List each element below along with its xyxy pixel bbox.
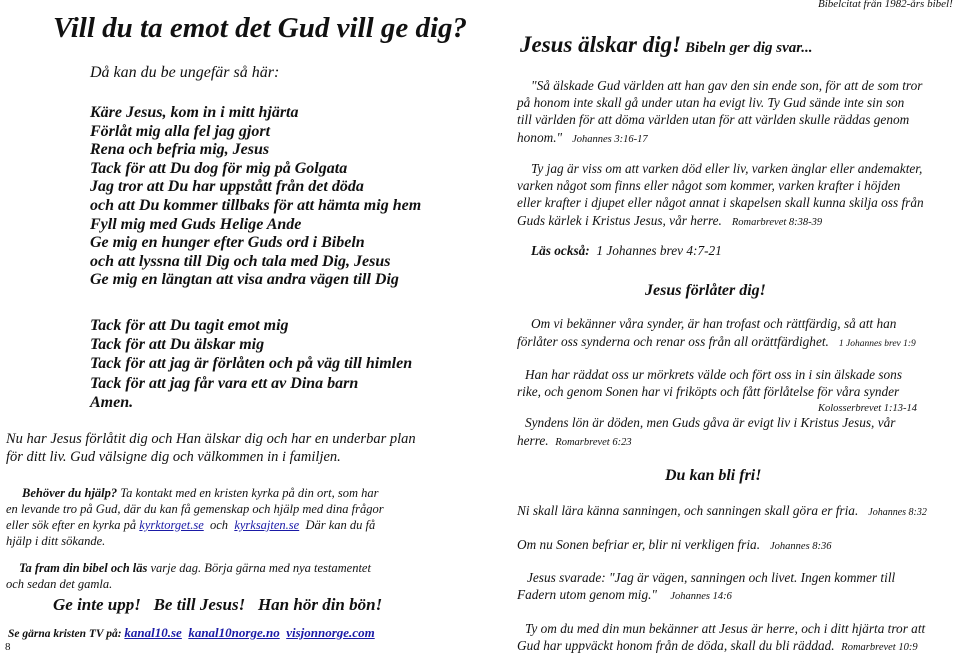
visjonnorge-link[interactable]: visjonnorge.com <box>286 625 375 640</box>
quote-line: på honom inte skall gå under utan ha evigt liv. Ty Gud sände inte sin son <box>517 95 905 111</box>
john836-text: Om nu Sonen befriar er, blir ni verkligen fria. <box>517 537 761 552</box>
quote-line: Ty jag är viss om att varken död eller liv, varken änglar eller andemakter, <box>531 161 923 176</box>
bible-label: Ta fram din bibel och läs <box>19 561 148 575</box>
bible-line-2: och sedan det gamla. <box>6 577 113 591</box>
ref-john-3-16: Johannes 3:16-17 <box>572 133 648 145</box>
tv-line <box>8 625 375 641</box>
quote-line <box>517 129 922 148</box>
ref-john-8-32: Johannes 8:32 <box>868 507 927 518</box>
ref-john-14-6: Johannes 14:6 <box>670 591 732 602</box>
tv-label: Se gärna kristen TV på: <box>8 628 125 640</box>
rom109-line-1: Ty om du med din mun bekänner att Jesus är herre, och i ditt hjärta tror att <box>525 621 926 636</box>
help-line-1 <box>22 486 378 501</box>
prayer-line: Rena och befria mig, Jesus <box>90 141 270 159</box>
ref-colossians: Kolosserbrevet 1:13-14 <box>818 403 918 414</box>
heading-free: Du kan bli fri! <box>665 467 762 484</box>
john832-line <box>517 503 927 519</box>
prayer-line: Tack för att jag får vara ett av Dina barn <box>90 374 359 392</box>
quote-line: "Så älskade Gud världen att han gav den sin ende son, för att de som tror <box>531 78 923 93</box>
prayer-line: Käre Jesus, kom in i mitt hjärta <box>90 104 299 121</box>
citation-note: Bibelcitat från 1982-års bibel! <box>818 0 953 10</box>
thanks-block <box>90 316 412 412</box>
prayer-line: Tack för att jag är förlåten och på väg till himlen <box>90 355 413 373</box>
ref-romans-8-38: Romarbrevet 8:38-39 <box>731 216 823 228</box>
quote-line: varken något som finns eller något som kommer, varken krafter i höjden <box>517 178 901 194</box>
forgiven-line-2: för ditt liv. Gud välsigne dig och välkommen in i familjen. <box>6 449 341 465</box>
rom109-line-2 <box>517 638 918 654</box>
help-line-3 <box>6 518 375 533</box>
ref-romans-10-9: Romarbrevet 10:9 <box>841 642 918 653</box>
col113-line-1: Han har räddat oss ur mörkrets välde och fört oss in i sin älskade sons <box>525 367 902 382</box>
kanal10norge-link[interactable]: kanal10norge.no <box>188 625 280 640</box>
slogan: Ge inte upp! Be till Jesus! Han hör din bön! <box>53 595 383 614</box>
rom109-text: Gud har uppväckt honom från de döda, skall du bli räddad. <box>517 638 835 653</box>
romans-8-38-quote <box>517 160 924 231</box>
prayer-line: Amen. <box>90 393 134 411</box>
john836-line <box>517 537 832 553</box>
ref-john-8-36: Johannes 8:36 <box>770 541 832 552</box>
kyrktorget-link[interactable]: kyrktorget.se <box>139 518 204 532</box>
rom623-line-2 <box>517 433 632 449</box>
kyrksajten-link[interactable]: kyrksajten.se <box>234 518 300 532</box>
heading-forgives: Jesus förlåter dig! <box>645 282 766 299</box>
prayer-block <box>90 104 421 290</box>
prayer-line: Tack för att Du dog för mig på Golgata <box>90 159 348 177</box>
help-text-3: eller sök efter en kyrka på <box>6 518 140 532</box>
quote-line: eller krafter i djupet eller något annat i skapelsen skall kunna skilja oss från <box>517 195 924 211</box>
prayer-line: Ge mig en längtan att visa andra vägen till Dig <box>90 271 399 289</box>
kanal10-link[interactable]: kanal10.se <box>124 625 182 640</box>
john-3-16-quote <box>517 77 922 148</box>
heading-sub: Bibeln ger dig svar... <box>685 40 813 56</box>
bible-line-1 <box>19 561 371 576</box>
prayer-line: Förlåt mig alla fel jag gjort <box>90 122 271 140</box>
john146-line-1: Jesus svarade: "Jag är vägen, sanningen och livet. Ingen kommer till <box>527 570 896 585</box>
help-text-3b: Där kan du få <box>299 518 376 532</box>
read-also-label: Läs också: <box>531 243 590 258</box>
read-also-ref: 1 Johannes brev 4:7-21 <box>596 243 722 258</box>
john19-line-2 <box>517 334 916 350</box>
prayer-line: Tack för att Du älskar mig <box>90 336 265 354</box>
prayer-line: Ge mig en hunger efter Guds ord i Bibeln <box>90 234 365 252</box>
heading-main: Jesus älskar dig! <box>520 32 682 57</box>
help-label: Behöver du hjälp? <box>22 486 118 500</box>
help-line-4: hjälp i ditt sökande. <box>6 534 106 548</box>
rom623-line-1: Syndens lön är döden, men Guds gåva är evigt liv i Kristus Jesus, vår <box>525 415 896 430</box>
prayer-line: och att Du kommer tillbaks för att hämta mig hem <box>90 196 422 214</box>
quote-end: honom." <box>517 129 563 145</box>
john146-line-2 <box>517 587 732 603</box>
help-line-2: en levande tro på Gud, där du kan få gemenskap och hjälp med dina frågor <box>6 502 384 516</box>
quote-line: till världen för att döma världen utan för att världen skulle räddas genom <box>517 112 910 128</box>
prayer-line: Tack för att Du tagit emot mig <box>90 317 289 334</box>
bible-text: varje dag. Börja gärna med nya testamentet <box>147 561 371 575</box>
john19-text: förlåter oss synderna och renar oss från all orättfärdighet. <box>517 334 829 349</box>
col113-line-2: rike, och genom Sonen har vi friköpts och fått förlåtelse för våra synder <box>517 384 900 399</box>
read-also <box>531 243 722 259</box>
prayer-line: Jag tror att Du har uppstått från det döda <box>90 178 364 196</box>
ref-romans-6-23: Romarbrevet 6:23 <box>555 437 632 448</box>
page-title: Vill du ta emot det Gud vill ge dig? <box>53 12 468 44</box>
ref-1-john-1-9: 1 Johannes brev 1:9 <box>838 339 916 349</box>
quote-line <box>517 212 924 231</box>
forgiven-line-1: Nu har Jesus förlåtit dig och Han älskar dig och har en underbar plan <box>6 431 416 447</box>
intro-text: Då kan du be ungefär så här: <box>90 64 280 81</box>
quote-end: Guds kärlek i Kristus Jesus, vår herre. <box>517 212 722 228</box>
heading-jesus-loves <box>520 32 813 58</box>
prayer-line: Fyll mig med Guds Helige Ande <box>90 215 302 233</box>
john146-text: Fadern utom genom mig." <box>517 587 658 602</box>
john832-text: Ni skall lära känna sanningen, och sanningen skall göra er fria. <box>517 503 859 518</box>
help-text-1: Ta kontakt med en kristen kyrka på din ort, som har <box>117 486 379 500</box>
page-number: 8 <box>5 641 11 653</box>
help-and: och <box>203 518 235 532</box>
prayer-line: och att lyssna till Dig och tala med Dig, Jesus <box>90 252 391 270</box>
john19-line-1: Om vi bekänner våra synder, är han trofast och rättfärdig, så att han <box>531 316 897 331</box>
rom623-text: herre. <box>517 433 549 448</box>
